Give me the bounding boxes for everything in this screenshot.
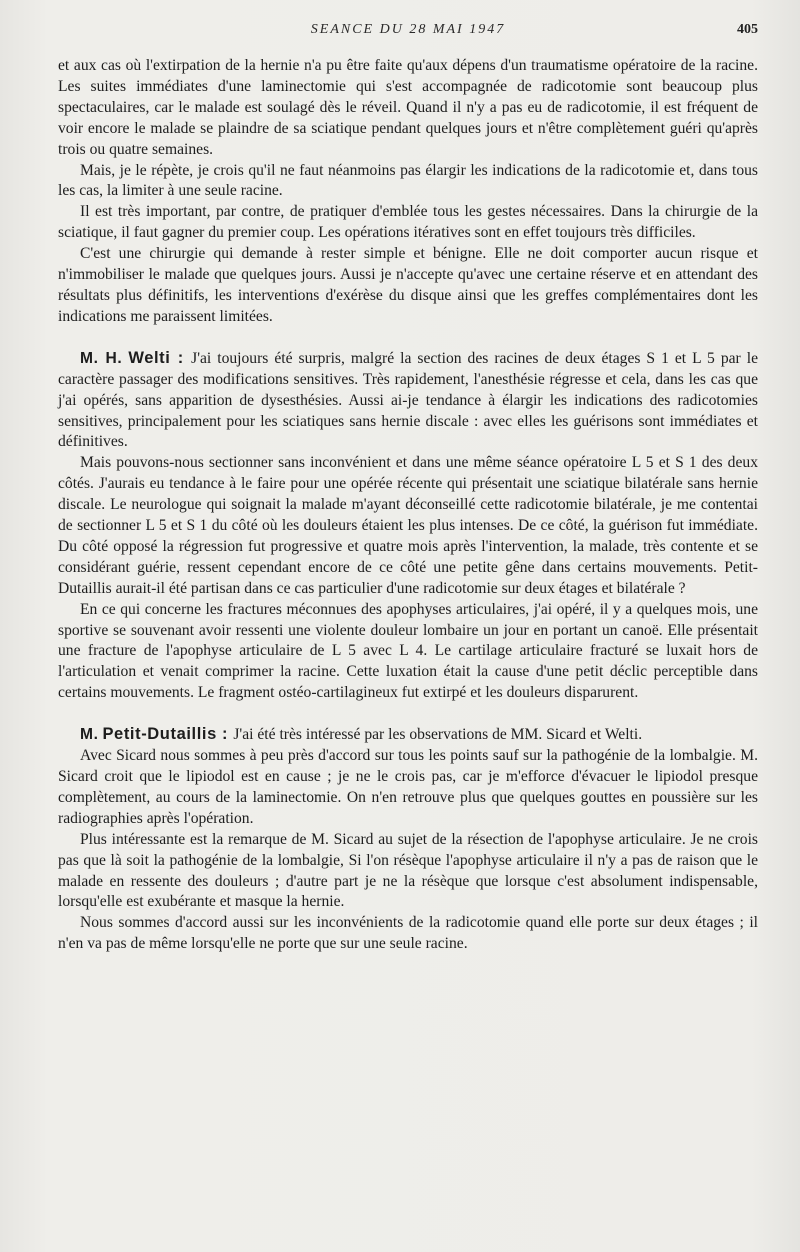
- speaker-separator: :: [170, 348, 192, 367]
- intervention-text: J'ai été très intéressé par les observations de MM. Sicard et Welti.: [233, 726, 643, 744]
- paragraph: Mais, je le répète, je crois qu'il ne faut néanmoins pas élargir les indications de la radicotomie et, dans tous les cas, la limiter à une seule racine.: [58, 161, 758, 200]
- page-header: [58, 22, 758, 44]
- paragraph: Avec Sicard nous sommes à peu près d'accord sur tous les points sauf sur la pathogénie de la lombalgie. M. Sicard croit que le lipiodol est en cause ; je ne le crois pas, car je m'efforce d'évacuer le lipiodol presque complètement, au cours de la laminectomie. On n'en retrouve plus que quelques gouttes en poussière sur les radiographies après l'opération.: [58, 747, 758, 827]
- running-head: SEANCE DU 28 MAI 1947: [310, 22, 506, 37]
- paragraph: Mais pouvons-nous sectionner sans inconvénient et dans une même séance opératoire L 5 et S 1 des deux côtés. J'aurais eu tendance à le faire pour une opérée récente qui présentait une sciatique bilatérale sans hernie discale. Le neurologue qui soignait la malade m'ayant déconseillé cette radicotomie bilatérale, je me contentai de sectionner L 5 et S 1 du côté où les douleurs étaient les plus intenses. De ce côté, la guérison fut immédiate. Du côté opposé la régression fut progressive et quatre mois après l'intervention, la malade, très contente et se considérant guérie, ressent cependant encore de ce côté une petite gêne dans certains mouvements. Petit-Dutaillis aurait-il été partisan dans ce cas particulier d'une radicotomie sur deux étages et bilatérale ?: [58, 454, 758, 597]
- paragraph: Il est très important, par contre, de pratiquer d'emblée tous les gestes nécessaires. Dans la chirurgie de la sciatique, il faut gagner du premier coup. Les opérations itératives sont en effet toujours très difficiles.: [58, 203, 758, 242]
- paragraph: Plus intéressante est la remarque de M. Sicard au sujet de la résection de l'apophyse articulaire. Je ne crois pas que là soit la pathogénie de la lombalgie, Si l'on résèque l'apophyse articulaire il n'y a pas de raison que le malade en ressente des douleurs ; d'autre part je ne la résèque que lorsque c'est absolument indispensable, lorsqu'elle est exubérante et masque la hernie.: [58, 830, 758, 911]
- body-text: [58, 56, 758, 955]
- speaker-prefix: M.: [80, 726, 99, 744]
- paragraph: En ce qui concerne les fractures méconnues des apophyses articulaires, j'ai opéré, il y a quelques mois, une sportive se souvenant avoir ressenti une violente douleur lombaire un jour en portant un canoë. Elle présentait une fracture de l'apophyse articulaire de L 5 avec L 4. Le cartilage articulaire fracturé se luxait hors de l'articulation et venait comprimer la racine. Cette luxation était la cause d'une petit déclic perceptible dans certains mouvements. Le fragment ostéo-cartilagineux fut extirpé et les douleurs disparurent.: [58, 600, 758, 702]
- speaker-prefix: M. H.: [80, 349, 123, 367]
- intervention-text: J'ai toujours été surpris, malgré la section des racines de deux étages S 1 et L 5 par le caractère passager des modifications sensitives. Très rapidement, l'anesthésie régresse et cela, dans les cas que j'ai opérés, sans apparition de dysesthésies. Aussi ai-je tendance à élargir les indications des radicotomies sensitives, principalement pour les sciatiques sans hernie discale : avec elles les guérisons sont immédiates et définitives.: [58, 349, 758, 451]
- paragraph: C'est une chirurgie qui demande à rester simple et bénigne. Elle ne doit comporter aucun risque et n'immobiliser le malade que quelques jours. Aussi je n'accepte qu'avec une certaine réserve et en attendant des résultats plus définitifs, les interventions d'exérèse du disque ainsi que les greffes complémentaires dont les indications me paraissent limitées.: [58, 245, 758, 325]
- speaker-separator: :: [216, 725, 234, 744]
- intervention-petit-dutaillis: [58, 724, 758, 746]
- intervention-welti: [58, 348, 758, 454]
- speaker-name: Welti: [128, 348, 171, 367]
- speaker-name: Petit-Dutaillis: [102, 725, 217, 744]
- page-number: 405: [737, 22, 758, 37]
- paragraph: Nous sommes d'accord aussi sur les inconvénients de la radicotomie quand elle porte sur deux étages ; il n'en va pas de même lorsqu'elle ne porte que sur une seule racine.: [58, 914, 758, 953]
- paragraph: et aux cas où l'extirpation de la hernie n'a pu être faite qu'aux dépens d'un traumatisme opératoire de la racine. Les suites immédiates d'une laminectomie qui s'est accompagnée de radicotomie sont beaucoup plus spectaculaires, car le malade est soulagé dès le réveil. Quand il n'y a pas eu de radicotomie, il est fréquent de voir encore le malade se plaindre de sa sciatique pendant quelques jours et n'être complètement guéri qu'après trois ou quatre semaines.: [58, 57, 758, 158]
